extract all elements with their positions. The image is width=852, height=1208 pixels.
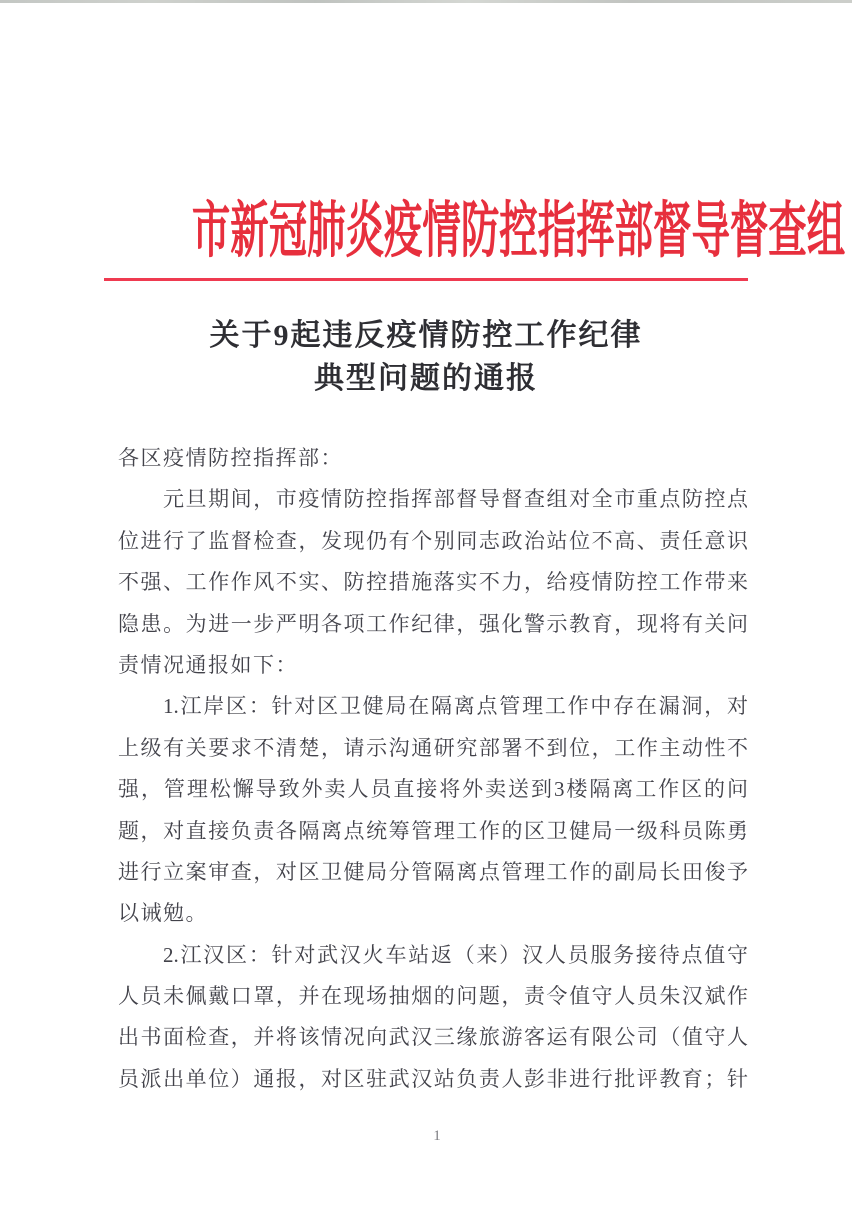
body-text-line: 隐患。为进一步严明各项工作纪律，强化警示教育，现将有关问 xyxy=(118,611,748,636)
scan-artifact-top-edge xyxy=(0,0,852,3)
body-text-line: 进行立案审查，对区卫健局分管隔离点管理工作的副局长田俊予 xyxy=(118,859,748,884)
document-title xyxy=(0,314,852,400)
letterhead xyxy=(0,196,852,268)
body-text-line: 员派出单位）通报，对区驻武汉站负责人彭非进行批评教育；针 xyxy=(118,1066,748,1091)
document-title-line2: 典型问题的通报 xyxy=(314,362,538,395)
body-text-line: 不强、工作作风不实、防控措施落实不力，给疫情防控工作带来 xyxy=(118,570,748,595)
body-text-line: 题，对直接负责各隔离点统筹管理工作的区卫健局一级科员陈勇 xyxy=(118,818,748,843)
body-text-line: 1.江岸区：针对区卫健局在隔离点管理工作中存在漏洞，对 xyxy=(163,694,748,719)
body-text-line: 2.江汉区：针对武汉火车站返（来）汉人员服务接待点值守 xyxy=(163,942,748,967)
body-text-line: 人员未佩戴口罩，并在现场抽烟的问题，责令值守人员朱汉斌作 xyxy=(118,984,748,1009)
body-text-line: 元旦期间，市疫情防控指挥部督导督查组对全市重点防控点 xyxy=(163,487,748,512)
document-body xyxy=(118,438,748,1100)
document-title-line1: 关于9起违反疫情防控工作纪律 xyxy=(209,319,643,352)
letterhead-rule xyxy=(104,278,748,281)
salutation-line: 各区疫情防控指挥部： xyxy=(118,446,343,470)
body-text-line: 上级有关要求不清楚，请示沟通研究部署不到位，工作主动性不 xyxy=(118,735,748,760)
body-text-line: 出书面检查，并将该情况向武汉三缘旅游客运有限公司（值守人 xyxy=(118,1025,748,1050)
body-text-line: 强，管理松懈导致外卖人员直接将外卖送到3楼隔离工作区的问 xyxy=(118,777,748,802)
body-text-line: 以诫勉。 xyxy=(118,901,208,926)
page-number: 1 xyxy=(433,1128,441,1144)
body-text-line: 责情况通报如下： xyxy=(118,652,298,677)
letterhead-org-name: 市新冠肺炎疫情防控指挥部督导督查组 xyxy=(191,198,846,265)
body-text-line: 位进行了监督检查，发现仍有个别同志政治站位不高、责任意识 xyxy=(118,528,748,553)
body-paragraphs xyxy=(118,479,748,1100)
